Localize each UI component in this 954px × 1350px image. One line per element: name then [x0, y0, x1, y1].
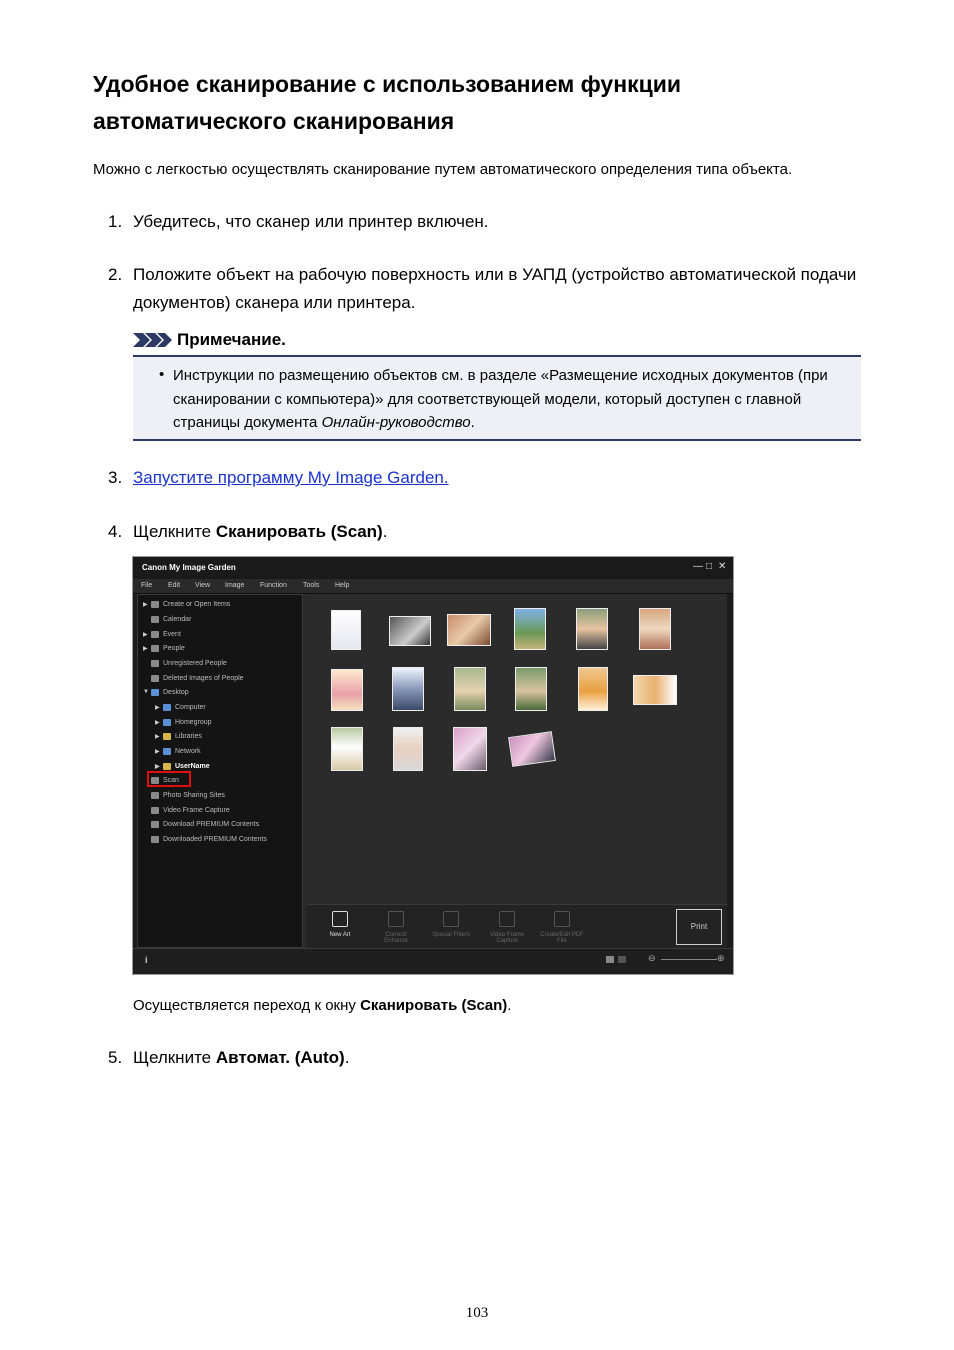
print-button[interactable]: Print [676, 909, 722, 945]
menu-help[interactable]: Help [335, 582, 350, 589]
menu-function[interactable]: Function [260, 582, 287, 589]
launch-my-image-garden-link[interactable]: Запустите программу My Image Garden. [133, 468, 449, 487]
minimize-icon[interactable]: — [693, 561, 703, 572]
step-number: 5. [108, 1048, 123, 1067]
note-heading [133, 328, 286, 352]
thumbnail[interactable] [639, 608, 671, 650]
thumbnail-area [307, 594, 727, 904]
sidebar-item-network[interactable]: ▶ Network [155, 747, 201, 755]
page-number: 103 [465, 1305, 489, 1321]
maximize-icon[interactable]: □ [706, 561, 713, 572]
sidebar-item-unregistered-people[interactable]: Unregistered People [143, 657, 227, 669]
menu-view[interactable]: View [195, 582, 211, 589]
calendar-icon [151, 616, 159, 623]
film-icon [499, 911, 515, 927]
thumbnail[interactable] [508, 731, 556, 767]
create-edit-pdf-button[interactable]: Create/Edit PDF File [539, 907, 585, 947]
thumbnail[interactable] [331, 610, 361, 650]
thumbnail[interactable] [392, 667, 424, 711]
thumbnail[interactable] [578, 667, 608, 711]
note-box [133, 355, 861, 441]
menu-tools[interactable]: Tools [303, 582, 320, 589]
sidebar-item-people[interactable]: ▶ People [143, 644, 185, 652]
detail-view-icon[interactable] [618, 956, 626, 963]
scan-highlight-box [147, 771, 191, 787]
step-4-result-text: Осуществляется переход к окну Сканировать (Scan). [133, 997, 512, 1014]
event-icon [151, 631, 159, 638]
zoom-slider[interactable] [661, 959, 717, 960]
zoom-in-icon[interactable]: ⊕ [717, 953, 725, 963]
create-icon [151, 601, 159, 608]
correct-enhance-button[interactable]: Correct/ Enhance [373, 907, 419, 947]
thumbnail[interactable] [331, 669, 363, 711]
sidebar-item-libraries[interactable]: ▶ Libraries [155, 732, 202, 740]
zoom-out-icon[interactable]: ⊖ [648, 953, 656, 963]
film-icon [151, 807, 159, 814]
info-icon[interactable]: i [145, 955, 148, 965]
window-titlebar [133, 557, 733, 579]
folder-icon [151, 836, 159, 843]
step-text: Щелкните Автомат. (Auto). [133, 1048, 350, 1067]
pdf-icon [554, 911, 570, 927]
sidebar-item-scan[interactable]: Scan [143, 774, 179, 786]
folder-icon [163, 733, 171, 740]
menu-file[interactable]: File [141, 582, 153, 589]
thumbnail[interactable] [331, 727, 363, 771]
thumbnail[interactable] [515, 667, 547, 711]
bullet-icon: • [159, 366, 165, 383]
thumbnail[interactable] [454, 667, 486, 711]
step-text: Убедитесь, что сканер или принтер включен. [133, 212, 489, 231]
new-art-icon [332, 911, 348, 927]
thumbnail[interactable] [389, 616, 431, 646]
thumbnail[interactable] [447, 614, 491, 646]
step-number: 4. [108, 522, 123, 541]
sidebar-item-downloaded-premium[interactable]: Downloaded PREMIUM Contents [143, 833, 267, 845]
filters-icon [443, 911, 459, 927]
menu-image[interactable]: Image [225, 582, 245, 589]
window-title: Canon My Image Garden [142, 563, 236, 572]
thumbnail[interactable] [633, 675, 677, 705]
computer-icon [163, 704, 171, 711]
desktop-icon [151, 689, 159, 696]
person-icon [151, 645, 159, 652]
video-frame-capture-button[interactable]: Video Frame Capture [484, 907, 530, 947]
sidebar-item-create[interactable]: ▶ Create or Open Items [143, 600, 231, 608]
sidebar-item-download-premium[interactable]: Download PREMIUM Contents [143, 818, 259, 830]
step-text: Щелкните Сканировать (Scan). [133, 522, 388, 541]
sidebar-item-photo-sharing[interactable]: Photo Sharing Sites [143, 789, 225, 801]
sidebar-item-homegroup[interactable]: ▶ Homegroup [155, 718, 212, 726]
sidebar-item-desktop[interactable]: ▼ Desktop [143, 688, 189, 696]
new-art-button[interactable]: New Art [317, 907, 363, 947]
thumbnail-view-icon[interactable] [606, 956, 614, 963]
sidebar-item-deleted-people[interactable]: Deleted Images of People [143, 672, 244, 684]
note-text: Инструкции по размещению объектов см. в разделе «Размещение исходных документов (при сканировании с компьютера)» для соответствующей модели, который доступен с главной страницы документа Онлайн-руководство. [173, 367, 828, 431]
person-icon [151, 675, 159, 682]
thumbnail[interactable] [576, 608, 608, 650]
folder-icon [163, 763, 171, 770]
sidebar-item-video-frame-capture[interactable]: Video Frame Capture [143, 804, 230, 816]
thumbnail[interactable] [514, 608, 546, 650]
menu-bar [133, 579, 733, 594]
homegroup-icon [163, 719, 171, 726]
sidebar-item-computer[interactable]: ▶ Computer [155, 703, 206, 711]
close-icon[interactable]: ✕ [718, 561, 727, 572]
step-text: Положите объект на рабочую поверхность или в УАПД (устройство автоматической подачи документов) сканера или принтера. [133, 265, 857, 312]
manual-name: Онлайн-руководство [321, 414, 471, 431]
network-icon [163, 748, 171, 755]
step-number: 1. [108, 212, 123, 231]
status-bar [133, 948, 733, 974]
thumbnail[interactable] [393, 727, 423, 771]
step-number: 2. [108, 265, 123, 284]
photo-sharing-icon [151, 792, 159, 799]
sidebar-item-username[interactable]: ▶ UserName [155, 762, 210, 770]
intro-paragraph: Можно с легкостью осуществлять сканирование путем автоматического определения типа объекта. [93, 161, 793, 178]
note-title: Примечание. [177, 330, 286, 349]
special-filters-button[interactable]: Special Filters [428, 907, 474, 947]
thumbnail[interactable] [453, 727, 487, 771]
my-image-garden-screenshot [132, 556, 734, 975]
sidebar-item-calendar[interactable]: Calendar [143, 613, 191, 625]
person-icon [151, 660, 159, 667]
download-icon [151, 821, 159, 828]
sidebar-item-event[interactable]: ▶ Event [143, 630, 181, 638]
step-number: 3. [108, 468, 123, 487]
bottom-toolbar [307, 904, 727, 949]
menu-edit[interactable]: Edit [168, 582, 181, 589]
correct-icon [388, 911, 404, 927]
double-chevron-icon [133, 332, 173, 348]
page-title: Удобное сканирование с использованием функции автоматического сканирования [93, 71, 682, 134]
